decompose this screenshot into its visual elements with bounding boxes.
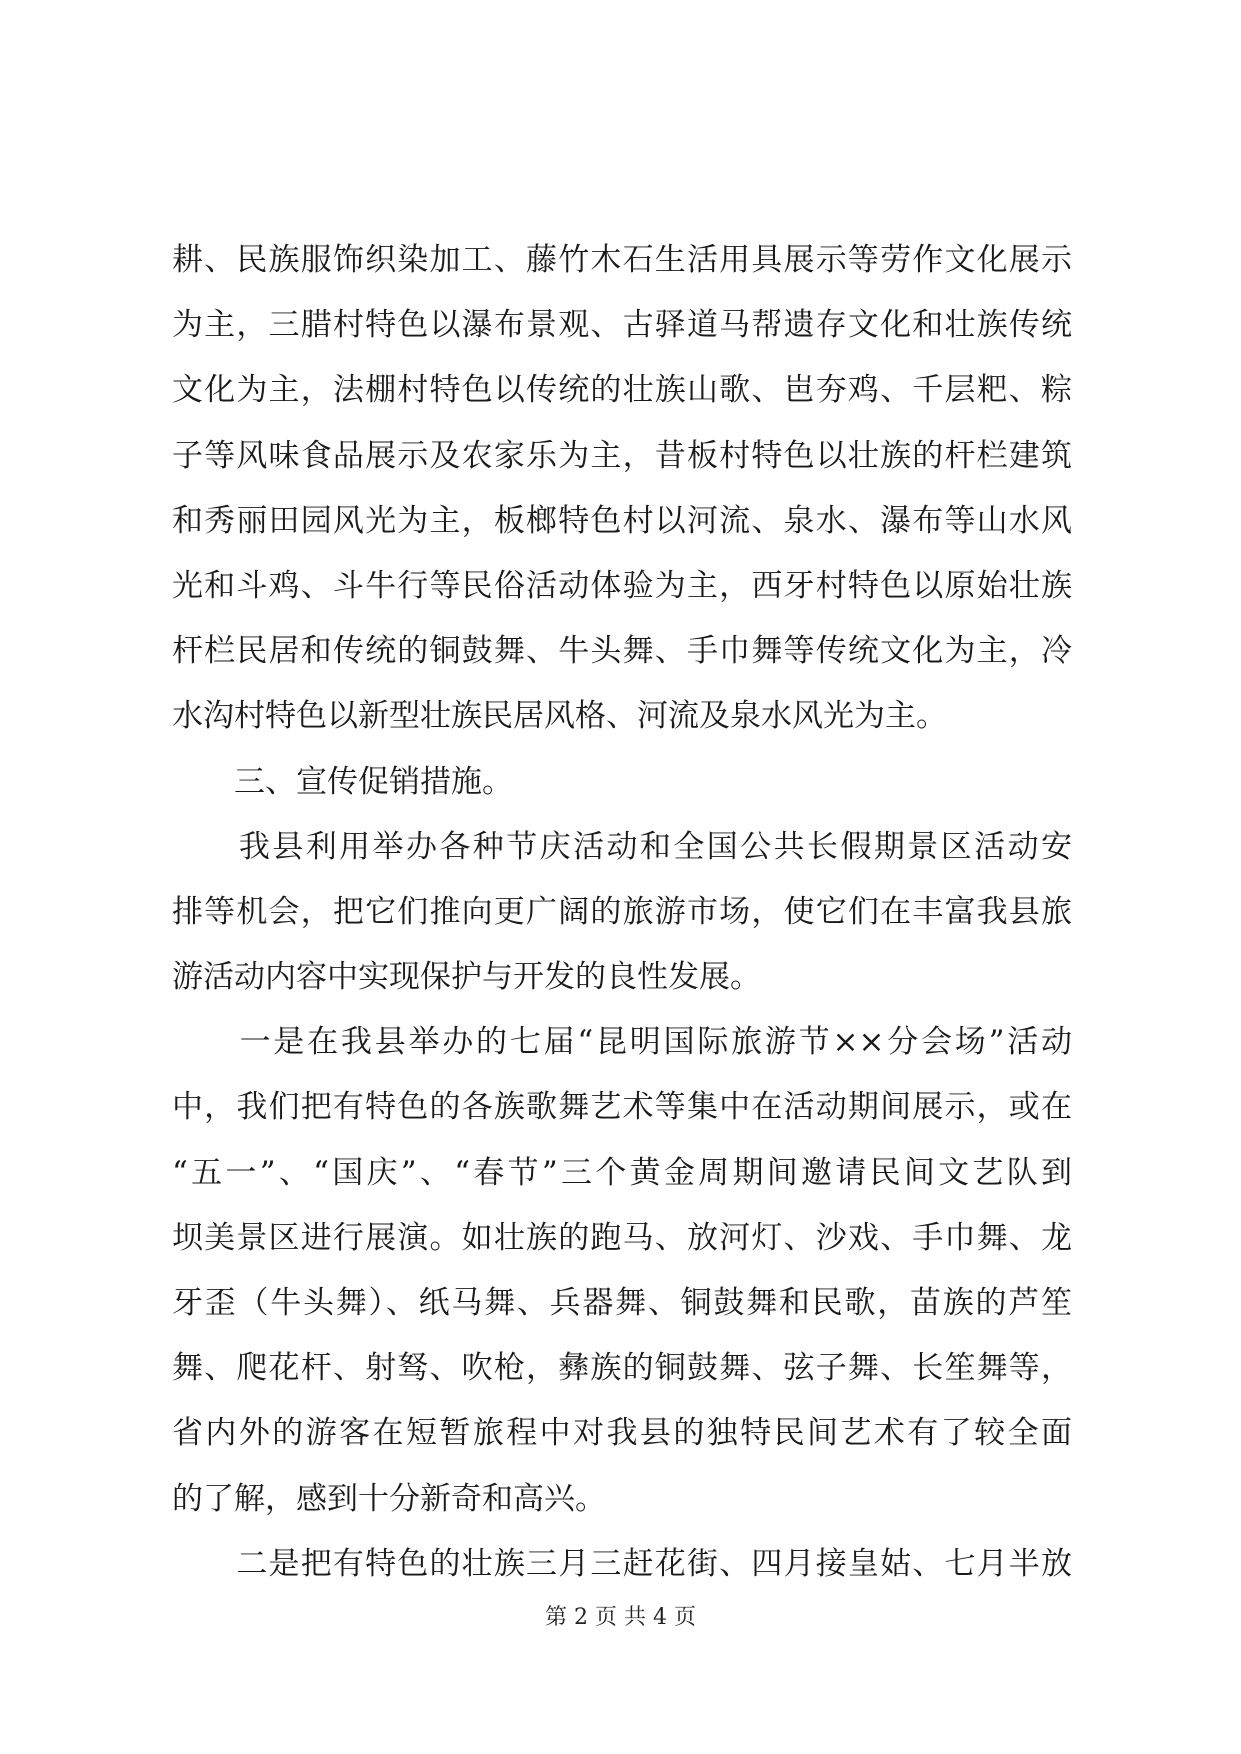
text-line: “五一”、“国庆”、“春节”三个黄金周期间邀请民间文艺队到	[172, 1154, 1072, 1191]
text-line: 二是把有特色的壮族三月三赶花街、四月接皇姑、七月半放	[172, 1545, 1072, 1582]
text-line: 杆栏民居和传统的铜鼓舞、牛头舞、手巾舞等传统文化为主，冷	[172, 633, 1072, 670]
text-line: 水沟村特色以新型壮族民居风格、河流及泉水风光为主。	[172, 698, 947, 735]
text-line: 子等风味食品展示及农家乐为主，昔板村特色以壮族的杆栏建筑	[172, 437, 1072, 474]
text-line: 和秀丽田园风光为主，板榔特色村以河流、泉水、瀑布等山水风	[172, 502, 1072, 539]
text-line: 牙歪（牛头舞）、纸马舞、兵器舞、铜鼓舞和民歌，苗族的芦笙	[172, 1285, 1072, 1321]
text-line: 文化为主，法棚村特色以传统的壮族山歌、岜夯鸡、千层粑、粽	[172, 372, 1072, 409]
text-line: 耕、民族服饰织染加工、藤竹木石生活用具展示等劳作文化展示	[172, 242, 1072, 278]
text-line: 我县利用举办各种节庆活动和全国公共长假期景区活动安	[172, 828, 1072, 865]
page-footer: 第 2 页 共 4 页	[545, 1605, 696, 1630]
document-body	[172, 228, 1072, 1597]
text-line: 排等机会，把它们推向更广阔的旅游市场，使它们在丰富我县旅	[172, 893, 1072, 930]
text-line: 光和斗鸡、斗牛行等民俗活动体验为主，西牙村特色以原始壮族	[172, 567, 1072, 604]
text-line: 舞、爬花杆、射驽、吹枪，彝族的铜鼓舞、弦子舞、长笙舞等，	[172, 1350, 1072, 1387]
text-line: 中，我们把有特色的各族歌舞艺术等集中在活动期间展示，或在	[172, 1089, 1072, 1126]
text-line: 一是在我县举办的七届“昆明国际旅游节××分会场”活动	[172, 1024, 1072, 1061]
text-line: 为主，三腊村特色以瀑布景观、古驿道马帮遗存文化和壮族传统	[172, 307, 1072, 344]
text-line: 三、宣传促销措施。	[172, 763, 513, 800]
text-line: 省内外的游客在短暂旅程中对我县的独特民间艺术有了较全面	[172, 1415, 1072, 1452]
text-line: 游活动内容中实现保护与开发的良性发展。	[172, 959, 761, 996]
text-line: 的了解，感到十分新奇和高兴。	[172, 1480, 606, 1517]
text-line: 坝美景区进行展演。如壮族的跑马、放河灯、沙戏、手巾舞、龙	[172, 1219, 1072, 1256]
